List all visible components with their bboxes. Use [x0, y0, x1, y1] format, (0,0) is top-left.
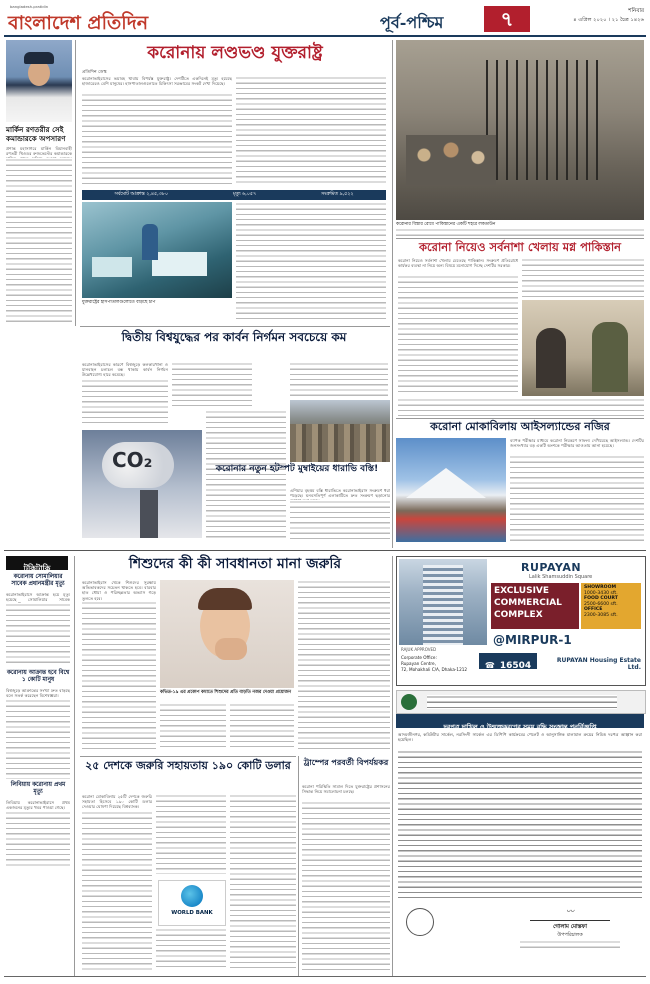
mid-divider — [4, 550, 646, 551]
children-body: করোনাভাইরাস থেকে শিশুদের সুরক্ষায় অভিভাবকদের সচেতন থাকতে হবে। বারবার হাত ধোয়া ও পরিচ্ছন্নতার অভ্যাস গড়ে তুলতে হবে। — [82, 580, 156, 601]
ireland-mountain — [406, 468, 486, 498]
mumbai-body: এশিয়ার বৃহত্তম বস্তি ধারাভিতে করোনাভাইরাস সংক্রমণ ধরা পড়েছে। ঘনবসতিপূর্ণ এলাকাটিতে দ্রুত সংক্রমণ ছড়ানোর — [290, 488, 390, 499]
phone-icon: ☎ — [484, 661, 495, 670]
rupayan-corp-name: Rupayan Centre, — [401, 661, 436, 666]
children-lines-a — [82, 601, 156, 751]
hospital-bed-1 — [92, 257, 132, 277]
brief-3-lines — [6, 811, 70, 867]
usa-byline: প্রতিদিন ডেস্ক — [82, 70, 107, 75]
commander-photo — [6, 40, 72, 122]
carbon-body: করোনাভাইরাসের কারণে বিশ্বজুড়ে কলকারখানা ও যানবাহন চলাচল বন্ধ থাকায় কার্বন নির্গমন উল্লেখযোগ্য হারে কমেছে। — [82, 362, 168, 378]
rupayan-housing: RUPAYAN Housing Estate Ltd. — [556, 657, 641, 671]
ad-complex: COMPLEX — [494, 610, 543, 620]
usa-bottom-divider — [80, 326, 390, 327]
masthead-date: ৪ এপ্রিল ২০২০ । ২১ চৈত্র ১৪২৬ — [573, 17, 644, 23]
tender-seal — [406, 908, 434, 936]
tender-signature: 〰︎ — [530, 906, 610, 921]
commander-cap — [24, 52, 54, 64]
pakistan-top-divider — [396, 238, 644, 239]
ireland-body-lines — [510, 455, 644, 542]
tender-footer-lines — [520, 940, 620, 950]
pakistan-photo — [396, 40, 644, 220]
masthead-logo: বাংলাদেশ প্রতিদিন — [8, 12, 149, 34]
children-lines-d — [298, 580, 390, 751]
pakistan-body-lines-b — [522, 258, 644, 298]
children-photo-caption: কভিড-১৯ এর প্রকোপ কমাতে শিশুদের প্রতি বাড়তি নজর দেওয়া প্রয়োজন — [160, 690, 292, 695]
ad-exclusive: EXCLUSIVE — [494, 586, 550, 596]
worldbank-top-divider — [80, 756, 296, 757]
children-photo — [160, 580, 294, 688]
worldbank-logo-box — [158, 880, 226, 926]
ad-showroom: SHOWROOM — [584, 585, 617, 590]
mumbai-body-lines — [290, 500, 390, 542]
ad-office-size: 2300-3085 sft. — [584, 612, 618, 618]
children-lines-c — [230, 703, 294, 751]
worldbank-lines-d — [230, 794, 296, 971]
masthead-divider — [4, 35, 646, 37]
tender-signer-title: উপপরিচালক — [557, 933, 583, 938]
usa-body-lines-b — [236, 76, 386, 186]
pakistan-gate — [486, 60, 606, 180]
pm-figure — [536, 328, 566, 388]
carbon-headline: দ্বিতীয় বিশ্বযুদ্ধের পর কার্বন নির্গমন সবচেয়ে কম — [121, 330, 347, 344]
rupayan-brand: RUPAYAN — [521, 561, 582, 574]
brief-1-body: করোনাভাইরাসে আক্রান্ত হয়ে মৃত্যু হয়েছে সোমালিয়ার সাবেক — [6, 592, 70, 603]
pakistan-pm-photo — [522, 300, 644, 396]
rupayan-headline-box — [491, 583, 579, 629]
co2-chimney — [140, 490, 158, 538]
child-hand — [215, 638, 247, 660]
pakistan-photo-caption-lines — [396, 228, 644, 236]
trump-lines — [302, 801, 390, 971]
usa-body-lines-a — [82, 93, 232, 187]
pakistan-body: করোনা নিয়েও সর্বনাশা খেলায় মেতেছে পাকিস্তান। সংক্রমণ প্রতিরোধে কার্যকর ব্যবস্থা না নিয়ে অন্য বিষয়ে মনোযোগ দিচ্ছে দেশটির সরকার। — [398, 258, 518, 269]
brief-2-headline: করোনায় আক্রান্ত হবে বিশ্বে ১ কোটি মানুষ — [6, 670, 70, 684]
pakistan-crowd — [406, 135, 496, 185]
rupayan-rajuk: RAJUK APPROVED — [401, 647, 437, 652]
worldbank-globe-icon — [181, 885, 203, 907]
ad-food-court: FOOD COURT — [584, 596, 618, 602]
building-shape — [423, 565, 463, 645]
briefs-title-box — [6, 556, 68, 573]
ad-commercial: COMMERCIAL — [494, 598, 562, 608]
usa-photo-caption: যুক্তরাষ্ট্রের হাসপাতালগুলোতে বাড়ছে চাপ — [82, 300, 156, 305]
col-divider-briefs — [74, 556, 75, 976]
brief-2-lines — [6, 699, 70, 779]
pakistan-body-lines-c — [398, 398, 644, 416]
mumbai-headline: করোনার নতুন হটস্পট মুম্বাইয়ের ধারাভি বস্তি! — [215, 464, 379, 474]
footer-divider — [4, 976, 646, 977]
usa-stat-total: সর্বমোট আক্রান্ত ২,৪৫,৩৮০ — [114, 192, 168, 197]
tender-headline: দরপত্র দাখিল ও উন্মুক্তকরণের সময় বৃদ্ধি সংক্রান্ত পুনর্বিজ্ঞপ্তি — [443, 723, 597, 731]
masthead-day: শনিবার — [628, 8, 644, 14]
ireland-body: ব্যাপক পরীক্ষার মাধ্যমে করোনা নিয়ন্ত্রণে সাফল্য দেখিয়েছে আইসল্যান্ড। দেশটির জনসংখ্যার বড় একটি অংশকে পরীক্ষার আওতায় আনা হয়েছে। — [510, 438, 644, 449]
mumbai-slum-photo — [290, 400, 390, 462]
brief-1-headline: করোনায় সোমালিয়ার সাবেক প্রধানমন্ত্রীর মৃত্যু — [11, 574, 65, 588]
page-number: ৭ — [500, 7, 514, 31]
usa-headline: করোনায় লণ্ডভণ্ড যুক্তরাষ্ট্র — [147, 43, 323, 63]
hospital-bed-2 — [152, 252, 207, 276]
hotline-number: 16504 — [499, 661, 532, 671]
commander-headline: মার্কিন রণতরীর সেই কমান্ডারকে অপসারণ — [6, 125, 66, 143]
rupayan-corp-addr: 72, Mohakhali C/A, Dhaka-1212 — [401, 667, 468, 672]
tender-body: আদমজীনগর, কমিউটার সার্কেল, নরসিংদী সার্কেল এর ডিপিপি কার্যক্রমের পেলেট ও আনুসাঙ্গিক মালামাল ক্রয়ের নিমিত্ত দরপত্র আহ্বান করা হয়েছিল। — [398, 732, 642, 743]
slum-roofs — [290, 424, 390, 462]
ad-showroom-size: 1000-3430 sft. — [584, 590, 618, 596]
tender-org-lines — [427, 695, 617, 709]
worldbank-lines-c — [156, 928, 226, 971]
tender-headline-box — [396, 714, 644, 731]
page-number-box — [484, 6, 530, 32]
rupayan-hotline[interactable] — [479, 653, 537, 669]
rupayan-brand-sub: Lalik Shamsuddin Square — [529, 574, 593, 580]
briefs-title: টুকিটাকি — [23, 564, 51, 573]
children-headline: শিশুদের কী কী সাবধানতা মানা জরুরি — [128, 556, 342, 572]
usa-stat-new: সংক্রমিত ৯,৫২২ — [321, 192, 354, 197]
tender-logo-strip — [396, 690, 646, 714]
col-divider-trump — [298, 756, 299, 976]
rupayan-spaces-box — [581, 583, 641, 629]
col-divider-2 — [392, 40, 393, 548]
tender-signer-name: গোলাম মোস্তফা — [553, 924, 587, 930]
worldbank-headline: ২৫ দেশকে জরুরি সহায়তায় ১৯০ কোটি ডলার — [85, 759, 291, 772]
ireland-top-divider — [396, 418, 644, 419]
worldbank-logo-text: WORLD BANK — [171, 910, 213, 916]
usa-body: করোনাভাইরাসের ভয়াবহ থাবায় বিপর্যস্ত যুক্তরাষ্ট্র। দেশটিতে একদিনেই মৃত্যু হয়েছে হাজারেরও বেশি মানুষের। হাসপাতালগুলোতে চিকিৎসা সরঞ্জামের সংকট দেখা দিয়েছে। — [82, 76, 232, 87]
carbon-body-lines-a — [82, 379, 168, 427]
pakistan-headline: করোনা নিয়েও সর্বনাশা খেলায় মগ্ন পাকিস্তান — [418, 240, 622, 254]
brief-3-body: লিবিয়ায় করোনাভাইরাসে প্রথম একজনের মৃত্যুর খবর পাওয়া গেছে। — [6, 800, 70, 811]
tender-body-lines — [398, 750, 642, 900]
pakistan-photo-caption: করোনার বিস্তার রোধে পাকিস্তানের একটি শহরে লকডাউন — [396, 222, 496, 227]
worldbank-body: করোনা মোকাবিলায় ২৫টি দেশকে জরুরি সহায়তা হিসেবে ১৯০ কোটি ডলার দেওয়ার ঘোষণা দিয়েছে বিশ্বব্যাংক। — [82, 794, 152, 810]
brief-2-body: বিশ্বজুড়ে আক্রান্তের সংখ্যা দ্রুত বাড়ছে বলে সতর্ক করেছেন বিশেষজ্ঞরা। — [6, 688, 70, 699]
trump-headline: ট্রাম্পের পরবর্তী বিপর্যয়কর — [303, 758, 389, 767]
hospital-staff — [142, 224, 158, 260]
rupayan-location: @MIRPUR-1 — [493, 633, 572, 647]
usa-body-lines-c — [236, 202, 386, 322]
carbon-body-lines-b — [172, 362, 252, 408]
worldbank-lines-a — [82, 811, 152, 971]
commander-body-lines — [6, 158, 72, 324]
masthead — [4, 4, 646, 34]
section-title: পূর্ব-পশ্চিম — [380, 13, 444, 32]
carbon-body-lines-d — [290, 362, 388, 398]
ireland-headline: করোনা মোকাবিলায় আইসল্যান্ডের নজির — [430, 420, 610, 433]
col-divider-1 — [75, 40, 76, 326]
rupayan-corp-office: Corporate Office: — [401, 655, 437, 660]
ireland-photo — [396, 438, 506, 542]
worldbank-lines-b — [156, 794, 226, 874]
usa-hospital-photo — [82, 202, 232, 298]
rupayan-ad[interactable] — [396, 556, 646, 686]
col-divider-3 — [392, 556, 393, 976]
pakistan-body-lines-a — [398, 275, 518, 395]
usa-stat-deaths: মৃত্যু ৬,০৫৭ — [232, 192, 257, 197]
commander-body: প্রশান্ত মহাসাগরে মার্কিন বিমানবাহী রণতরী থিওডর রুজভেল্টের কমান্ডারকে — [6, 146, 72, 157]
child-hair — [198, 588, 252, 610]
brief-1-lines — [6, 603, 70, 667]
ad-office: OFFICE — [584, 607, 603, 613]
brief-3-headline: লিবিয়ায় করোনায় প্রথম মৃত্যু — [10, 782, 66, 796]
tender-emblem-icon — [401, 694, 417, 710]
general-figure — [592, 322, 628, 392]
rupayan-building-photo — [399, 559, 487, 645]
ad-food-size: 2500-6600 sft. — [584, 601, 618, 607]
co2-illustration — [82, 430, 202, 538]
trump-body: করোনা পরিস্থিতি সামাল দিতে যুক্তরাষ্ট্রের প্রশাসনের সিদ্ধান্ত নিয়ে সমালোচনা চলছে। — [302, 784, 390, 795]
children-lines-b — [160, 703, 226, 751]
co2-label: CO₂ — [112, 448, 153, 472]
usa-stats-bar — [82, 190, 386, 200]
masthead-logo-sub: bangladesh-pratidin — [10, 4, 49, 9]
